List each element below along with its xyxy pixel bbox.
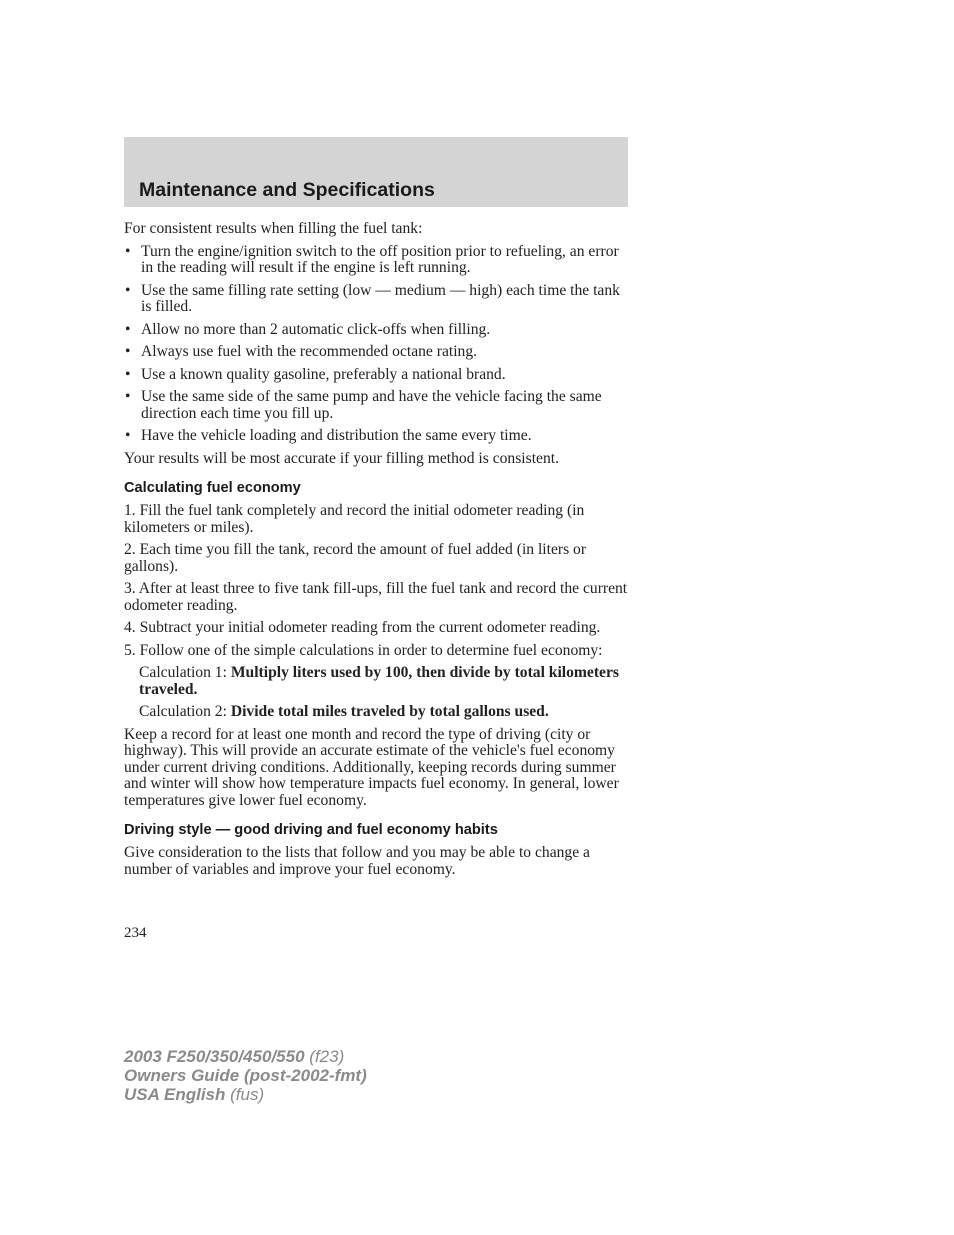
footer-line-guide [124, 1066, 367, 1085]
bullet-icon: • [125, 427, 131, 444]
page-number: 234 [124, 925, 147, 941]
list-item-text: Use the same side of the same pump and have the vehicle facing the same direction each time you fill up. [141, 388, 602, 422]
list-item-text: Use a known quality gasoline, preferably a national brand. [141, 365, 506, 383]
record-note: Keep a record for at least one month and record the type of driving (city or highway). This will provide an accurate estimate of the vehicle's fuel economy under current driving conditions. Additionally, keeping records during summer and winter will show how temperature impacts fuel economy. In general, lower temperatures give lower fuel economy. [124, 725, 619, 809]
list-item-text: Have the vehicle loading and distribution the same every time. [141, 427, 532, 444]
step-paragraph: 4. Subtract your initial odometer reading from the current odometer reading. [124, 619, 601, 636]
list-item [124, 367, 630, 384]
footer-line-language [124, 1085, 367, 1104]
footer-language: USA English [124, 1085, 226, 1104]
calculation-2 [124, 704, 630, 721]
footer-model: 2003 F250/350/450/550 [124, 1047, 305, 1066]
bullet-icon: • [125, 365, 131, 383]
page-content [124, 221, 630, 884]
bullet-icon: • [125, 242, 131, 260]
list-item-text: Turn the engine/ignition switch to the off position prior to refueling, an error in the reading will result if the engine is left running. [141, 242, 619, 276]
footer-guide: Owners Guide (post-2002-fmt) [124, 1066, 367, 1085]
bullet-icon: • [125, 320, 131, 338]
section-header-band [124, 137, 628, 207]
list-item [124, 428, 630, 445]
calculation-formula: Divide total miles traveled by total gallons used. [230, 703, 549, 720]
intro-paragraph: For consistent results when filling the fuel tank: [124, 220, 423, 237]
footer-line-model [124, 1047, 367, 1066]
footer-language-code: (fus) [230, 1085, 265, 1104]
calculation-label: Calculation 1: [139, 664, 227, 681]
list-item [124, 322, 630, 339]
list-item [124, 344, 630, 361]
bullet-icon: • [125, 388, 131, 405]
step-paragraph: 5. Follow one of the simple calculations in order to determine fuel economy: [124, 641, 603, 659]
step-paragraph: 3. After at least three to five tank fill-ups, fill the fuel tank and record the current odometer reading. [124, 580, 628, 614]
calculation-1 [124, 665, 630, 698]
list-item-text: Allow no more than 2 automatic click-offs when filling. [141, 320, 491, 338]
step-paragraph: 1. Fill the fuel tank completely and record the initial odometer reading (in kilometers or miles). [124, 502, 585, 536]
list-item-text: Use the same filling rate setting (low — medium — high) each time the tank is filled. [141, 281, 620, 315]
calculating-heading: Calculating fuel economy [124, 480, 301, 496]
list-item [124, 244, 630, 277]
driving-style-heading: Driving style — good driving and fuel economy habits [124, 822, 498, 838]
list-item [124, 283, 630, 316]
list-item-text: Always use fuel with the recommended octane rating. [141, 343, 478, 360]
list-item [124, 389, 630, 422]
footer-model-code: (f23) [309, 1047, 345, 1066]
document-footer [124, 1047, 367, 1104]
section-title: Maintenance and Specifications [139, 179, 435, 201]
bullet-icon: • [125, 281, 131, 299]
bullet-icon: • [125, 343, 131, 360]
calculation-label: Calculation 2: [139, 703, 227, 720]
results-note: Your results will be most accurate if your filling method is consistent. [124, 449, 559, 467]
step-paragraph: 2. Each time you fill the tank, record the amount of fuel added (in liters or gallons). [124, 541, 587, 575]
fuel-fill-tips-list [124, 244, 630, 445]
calculation-formula: Multiply liters used by 100, then divide by total kilometers traveled. [139, 664, 619, 698]
driving-style-paragraph: Give consideration to the lists that follow and you may be able to change a number of variables and improve your fuel economy. [124, 844, 590, 878]
